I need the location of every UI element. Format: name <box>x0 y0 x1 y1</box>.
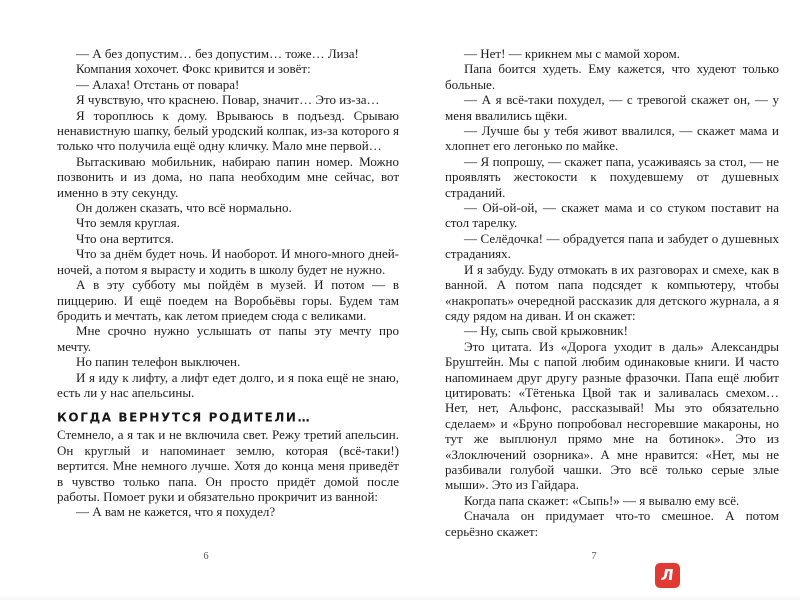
paragraph: Он должен сказать, что всё нормально. <box>76 200 292 216</box>
book-page-left <box>57 46 399 520</box>
paragraph: И я забуду. Буду отмокать в их разговорах и смехе, как в ванной. А потом папа подсядет к компьютеру, чтобы «накропать» очередной рассказик для детского журнала, а я сяду рядом на диван. И он скажет: <box>445 261 779 323</box>
paragraph: Стемнело, а я так и не включила свет. Режу третий апельсин. Он круглый и напоминает землю, которая (всё-таки!) вертится. Мне немного лучше. Хотя до конца меня приведёт в чувство только папа. Он просто придёт домой после работы. Помоет руки и обязательно прокричит из ванной: <box>57 427 399 504</box>
page-right-text <box>445 46 779 539</box>
paragraph: А в эту субботу мы пойдём в музей. И потом — в пиццерию. И ещё поедем на Воробьёвы горы. Будем там бродить и мечтать, как летом приедем сюда с великами. <box>57 277 399 323</box>
paragraph: Что она вертится. <box>76 230 174 246</box>
paragraph: — Я попрошу, — скажет папа, усаживаясь за стол, — не проявлять жестокости к похудевшему от душевных страданий. <box>445 153 779 200</box>
book-page-right <box>445 46 779 539</box>
paragraph: — Селёдочка! — обрадуется папа и забудет о душевных страданиях. <box>445 230 779 262</box>
paragraph: Что за днём будет ночь. И наоборот. И много-много дней-ночей, а потом я вырасту и ходить в школу будет не нужно. <box>57 246 399 277</box>
paragraph: — Ой-ой-ой, — скажет мама и со стуком поставит на стол тарелку. <box>445 200 779 231</box>
page-left-text <box>57 46 399 520</box>
paragraph: Но папин телефон выключен. <box>76 354 241 370</box>
labirint-logo-letter: Л <box>660 566 675 584</box>
labirint-logo <box>655 563 680 588</box>
paragraph: — А без допустим… без допустим… тоже… Лиза! <box>76 46 359 61</box>
paragraph: — Лучше бы у тебя живот ввалился, — скажет мама и хлопнет его легонько по майке. <box>445 123 779 154</box>
page-bottom-shadow <box>0 594 800 600</box>
paragraph: Сначала он придумает что-то смешное. А потом серьёзно скажет: <box>445 508 779 539</box>
paragraph: Компания хохочет. Фокс кривится и зовёт: <box>76 61 311 77</box>
paragraph: — Ну, сыпь свой крыжовник! <box>464 323 628 339</box>
paragraph: Мне срочно нужно услышать от папы эту мечту про мечту. <box>57 323 399 354</box>
paragraph: Папа боится худеть. Ему кажется, что худеют только больные. <box>445 61 779 92</box>
paragraph: — Нет! — крикнем мы с мамой хором. <box>464 46 681 61</box>
paragraph: И я иду к лифту, а лифт едет долго, и я пока ещё не знаю, есть ли у нас апельсины. <box>57 369 399 400</box>
paragraph: — Алаха! Отстань от повара! <box>76 76 240 92</box>
page-number-right: 7 <box>591 551 597 562</box>
paragraph: — А вам не кажется, что я похудел? <box>76 504 276 520</box>
paragraph: Когда папа скажет: «Сыпь!» — я вывалю ему всё. <box>464 492 740 508</box>
paragraph: Это цитата. Из «Дорога уходит в даль» Александры Бруштейн. Мы с папой любим одинаковые книги. И часто напоминаем друг другу разные фразочки. Папа ещё любит цитировать: «Тётенька Цвой так и заливалась смехом… Нет, нет, Альфонс, рассказывай! Мы это обязательно сделаем» и «Бруно попробовал несгоревшие макароны, но тут же выплюнул прямо мне на ботинок». Это из «Злоключений озорника». А мне нравится: «Нет, мы не разбивали голубой чашки. Это всё только серые злые мыши». Это из Гайдара. <box>445 338 779 493</box>
paragraph: Вытаскиваю мобильник, набираю папин номер. Можно позвонить и из дома, но папа необходим мне сейчас, вот именно в эту секунду. <box>57 153 399 200</box>
paragraph: Я тороплюсь к дому. Врываюсь в подъезд. Срываю ненавистную шапку, белый уродский колпак, из-за которого я только что получила ещё одну кличку. Мало мне первой… <box>57 107 399 154</box>
paragraph: — А я всё-таки похудел, — с тревогой скажет он, — у меня ввалились щёки. <box>445 92 779 123</box>
page-number-left: 6 <box>203 551 209 562</box>
paragraph: Я чувствую, что краснею. Повар, значит… Это из-за… <box>76 92 380 108</box>
paragraph: Что земля круглая. <box>76 215 180 231</box>
chapter-heading: КОГДА ВЕРНУТСЯ РОДИТЕЛИ… <box>57 410 312 425</box>
